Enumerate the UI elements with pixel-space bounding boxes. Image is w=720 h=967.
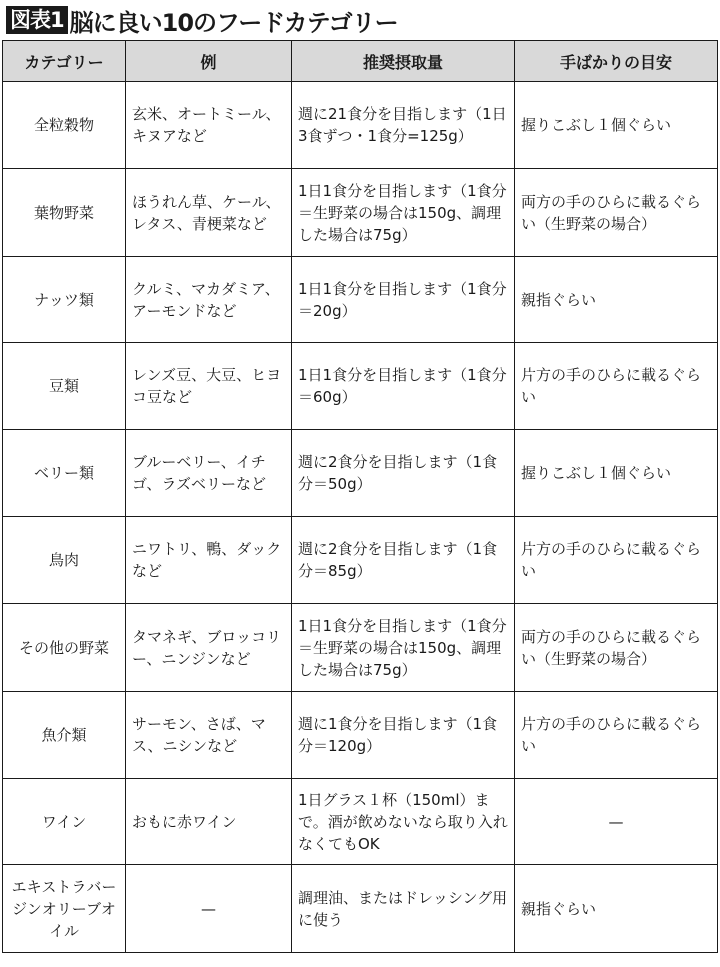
food-category-table [2, 40, 718, 953]
example-cell: レンズ豆、大豆、ヒヨコ豆など [126, 343, 292, 430]
category-cell: ナッツ類 [3, 257, 126, 343]
intake-cell: 1日グラス１杯（150ml）まで。酒が飲めないなら取り入れなくてもOK [292, 779, 515, 865]
intake-cell: 1日1食分を目指します（1食分＝生野菜の場合は150g、調理した場合は75g） [292, 169, 515, 257]
category-cell: 豆類 [3, 343, 126, 430]
table-row [3, 343, 718, 430]
guide-cell: 片方の手のひらに載るぐらい [515, 692, 718, 779]
table-row [3, 430, 718, 517]
intake-cell: 週に2食分を目指します（1食分＝85g） [292, 517, 515, 604]
intake-cell: 週に2食分を目指します（1食分＝50g） [292, 430, 515, 517]
guide-cell: 片方の手のひらに載るぐらい [515, 343, 718, 430]
header-intake: 推奨摂取量 [292, 41, 515, 82]
category-cell: 全粒穀物 [3, 82, 126, 169]
guide-cell: 親指ぐらい [515, 257, 718, 343]
table-row [3, 604, 718, 692]
guide-cell: 握りこぶし１個ぐらい [515, 82, 718, 169]
guide-cell: 親指ぐらい [515, 865, 718, 953]
figure-heading: 脳に良い10のフードカテゴリー [69, 8, 398, 37]
category-cell: 葉物野菜 [3, 169, 126, 257]
category-cell: 魚介類 [3, 692, 126, 779]
table-row [3, 865, 718, 953]
category-cell: エキストラバージンオリーブオイル [3, 865, 126, 953]
example-cell: おもに赤ワイン [126, 779, 292, 865]
intake-cell: 1日1食分を目指します（1食分＝60g） [292, 343, 515, 430]
category-cell: 鳥肉 [3, 517, 126, 604]
table-row [3, 692, 718, 779]
example-cell: サーモン、さば、マス、ニシンなど [126, 692, 292, 779]
guide-cell: — [515, 779, 718, 865]
example-cell: ニワトリ、鴨、ダックなど [126, 517, 292, 604]
figure-title [6, 3, 398, 37]
category-cell: その他の野菜 [3, 604, 126, 692]
table-row [3, 169, 718, 257]
guide-cell: 両方の手のひらに載るぐらい（生野菜の場合） [515, 169, 718, 257]
example-cell: クルミ、マカダミア、アーモンドなど [126, 257, 292, 343]
intake-cell: 1日1食分を目指します（1食分＝20g） [292, 257, 515, 343]
intake-cell: 1日1食分を目指します（1食分＝生野菜の場合は150g、調理した場合は75g） [292, 604, 515, 692]
example-cell: — [126, 865, 292, 953]
header-row [3, 41, 718, 82]
guide-cell: 両方の手のひらに載るぐらい（生野菜の場合） [515, 604, 718, 692]
category-cell: ベリー類 [3, 430, 126, 517]
header-category: カテゴリー [3, 41, 126, 82]
guide-cell: 握りこぶし１個ぐらい [515, 430, 718, 517]
table-row [3, 82, 718, 169]
figure-badge: 図表1 [6, 6, 68, 34]
header-guide: 手ばかりの目安 [515, 41, 718, 82]
example-cell: タマネギ、ブロッコリー、ニンジンなど [126, 604, 292, 692]
guide-cell: 片方の手のひらに載るぐらい [515, 517, 718, 604]
intake-cell: 週に1食分を目指します（1食分＝120g） [292, 692, 515, 779]
intake-cell: 調理油、またはドレッシング用に使う [292, 865, 515, 953]
category-cell: ワイン [3, 779, 126, 865]
example-cell: ブルーベリー、イチゴ、ラズベリーなど [126, 430, 292, 517]
intake-cell: 週に21食分を目指します（1日3食ずつ・1食分=125g） [292, 82, 515, 169]
example-cell: ほうれん草、ケール、レタス、青梗菜など [126, 169, 292, 257]
table-row [3, 517, 718, 604]
example-cell: 玄米、オートミール、キヌアなど [126, 82, 292, 169]
header-example: 例 [126, 41, 292, 82]
table-row [3, 779, 718, 865]
table-row [3, 257, 718, 343]
